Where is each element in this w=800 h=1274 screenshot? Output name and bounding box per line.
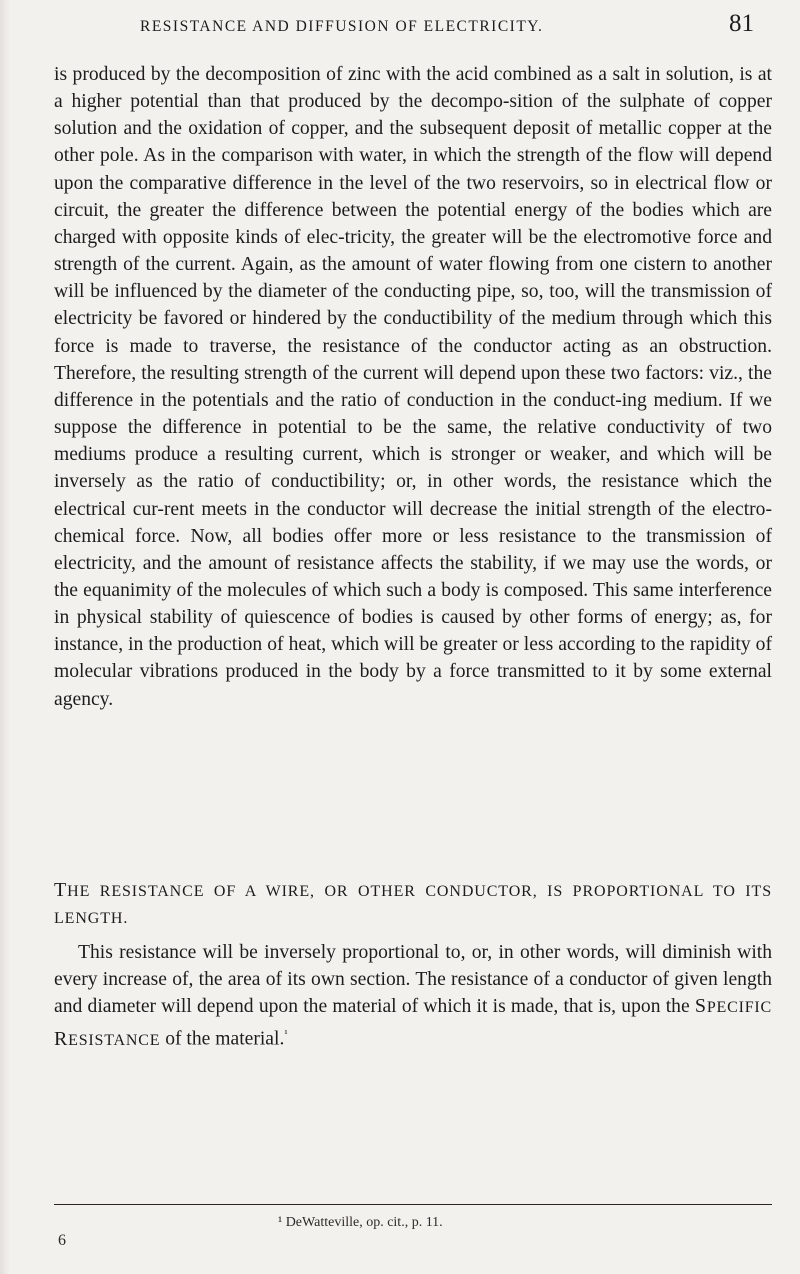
paragraph-2-start: This resistance will be inversely proportional to, or, in other words, will diminish with every increase of, the area of its own section. The resistance of a conductor of given length and diameter will depend upon the material of which it is made, that is, upon the [54,942,772,1018]
paragraph-2-end: of the material. [160,1029,285,1050]
body-paragraph-1: is produced by the decomposition of zinc with the acid combined as a salt in solution, is at a higher potential than that produced by the decompo-sition of the sulphate of copper solution and the oxidation of copper, and the subsequent deposit of metallic copper at the other pole. As in the comparison with water, in which the strength of the flow will depend upon the comparative difference in the level of the two reservoirs, so in electrical flow or circuit, the greater the difference between the potential energy of the bodies which are charged with opposite kinds of elec-tricity, the greater will be the electromotive force and strength of the current. Again, as the amount of water flowing from one cistern to another will be influenced by the diameter of the conducting pipe, so, too, will the transmission of electricity be favored or hindered by the conductibility of the medium through which this force is made to traverse, the resistance of the conductor acting as an obstruction. Therefore, the resulting strength of the current will depend upon these two factors: viz., the difference in the potentials and the ratio of conduction in the conduct-ing medium. If we suppose the difference in potential to be the same, the relative conductivity of two mediums produce a resulting current, which is stronger or weaker, and which will be inversely as the ratio of conductibility; or, in other words, the resistance which the electrical cur-rent meets in the conductor will decrease the initial strength of the electro-chemical force. Now, all bodies offer more or less resistance to the transmission of electricity, and the amount of resistance affects the stability, if we may use the words, or the equanimity of the molecules of which such a body is composed. This same interference in physical stability of quiescence of bodies is caused by other forms of energy; as, for instance, in the production of heat, which will be greater or less according to the rapidity of molecular vibrations produced in the body by a force transmitted to it by some external agency. [54,64,772,710]
page-edge-shadow [0,0,10,1274]
specific-rest: PECIFIC [706,999,772,1017]
body-paragraph-2 [54,939,772,1054]
heading-initial: T [54,879,68,901]
specific-initial: S [694,995,707,1018]
heading-text: HE RESISTANCE OF A WIRE, OR OTHER CONDUCTOR, IS PROPORTIONAL TO ITS LENGTH. [54,883,772,927]
resistance-initial: R [54,1028,69,1050]
signature-mark: 6 [58,1232,66,1249]
footnote-rule [54,1204,772,1205]
resistance-rest: ESISTANCE [68,1032,161,1049]
section-heading [54,877,772,932]
footnote-reference: ¹ [284,1028,288,1041]
footnote: ¹ DeWatteville, op. cit., p. 11. [278,1215,443,1230]
page-number: 81 [729,10,754,37]
running-header [140,8,770,40]
running-title: RESISTANCE AND DIFFUSION OF ELECTRICITY. [140,18,544,35]
